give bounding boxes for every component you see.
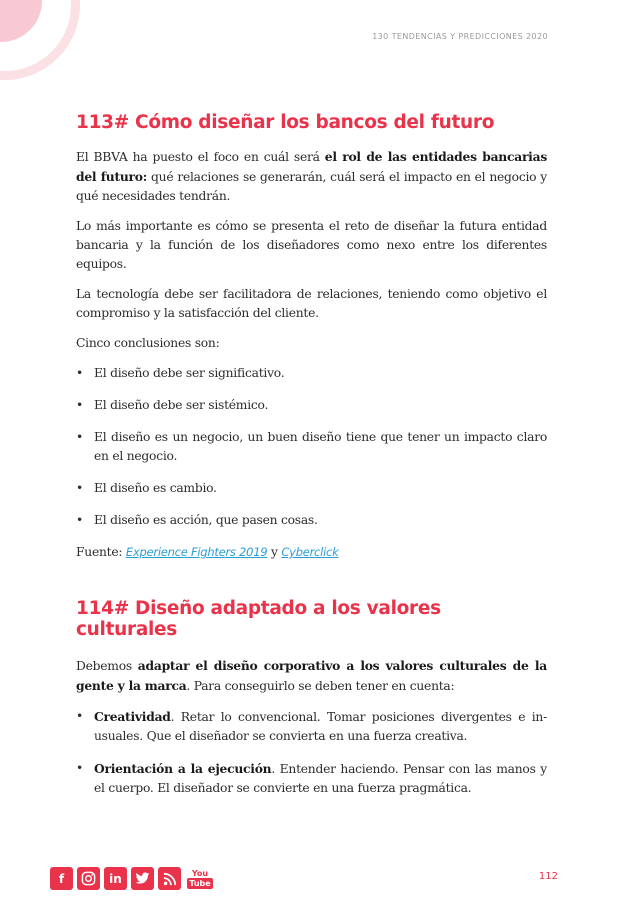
conclusions-list xyxy=(76,364,547,530)
bullet-icon: • xyxy=(76,709,84,723)
list-item: • Creatividad. Retar lo convencional. Tomar posiciones divergentes e in-usuales. Que el diseñador se convierta en una fuerza creativa. xyxy=(76,709,547,743)
section-113-paragraph-1: El BBVA ha puesto el foco en cuál será el rol de las entidades bancarias del futuro: qué relaciones se generarán, cuál será el impacto en el negocio y qué necesidades tendrán. xyxy=(76,149,547,203)
bullet-icon: • xyxy=(76,430,84,444)
list-item: • El diseño debe ser significativo. xyxy=(76,364,547,383)
page-number: 112 xyxy=(538,871,558,882)
instagram-icon[interactable] xyxy=(77,867,100,890)
list-item: • Orientación a la ejecución. Entender haciendo. Pensar con las manos y el cuerpo. El diseñador se convierte en una fuerza pragmática. xyxy=(76,761,547,795)
values-list xyxy=(76,707,547,798)
youtube-icon[interactable]: You Tube xyxy=(189,869,211,888)
section-114-paragraph-1: Debemos adaptar el diseño corporativo a los valores culturales de la gente y la marca. Para conseguirlo se deben tener en cuenta: xyxy=(76,658,547,693)
bold-phrase: adaptar el diseño corporativo a los valores culturales de la gente y la marca xyxy=(76,658,547,693)
twitter-icon[interactable] xyxy=(131,867,154,890)
social-icons xyxy=(50,867,212,891)
list-item: • El diseño es cambio. xyxy=(76,479,547,498)
running-header: 130 TENDENCIAS Y PREDICCIONES 2020 xyxy=(372,32,548,41)
facebook-icon[interactable]: f xyxy=(50,867,73,890)
section-113-paragraph-4: Cinco conclusiones son: xyxy=(76,336,220,350)
section-114-title: 114# Diseño adaptado a los valores culturales xyxy=(76,598,441,640)
list-item: • El diseño es acción, que pasen cosas. xyxy=(76,511,547,530)
bullet-icon: • xyxy=(76,761,84,775)
bullet-icon: • xyxy=(76,481,84,495)
bullet-icon: • xyxy=(76,366,84,380)
bold-phrase: el rol de las entidades bancarias del futuro: xyxy=(76,149,547,184)
list-item: • El diseño es un negocio, un buen diseño tiene que tener un impacto claro en el negocio. xyxy=(76,430,547,463)
section-113-paragraph-2: Lo más importante es cómo se presenta el reto de diseñar la futura entidad bancaria y la función de los diseñadores como nexo entre los diferentes equipos. xyxy=(76,219,547,271)
source-link-cyberclick[interactable]: Cyberclick xyxy=(281,545,339,559)
bullet-icon: • xyxy=(76,513,84,527)
source-line: Fuente: Experience Fighters 2019 y Cyberclick xyxy=(76,545,339,559)
source-link-experience-fighters[interactable]: Experience Fighters 2019 xyxy=(125,545,268,559)
bullet-icon: • xyxy=(76,398,84,412)
list-item: • El diseño debe ser sistémico. xyxy=(76,396,547,415)
page-content xyxy=(76,112,547,811)
section-113-paragraph-3: La tecnología debe ser facilitadora de relaciones, teniendo como objetivo el compromiso y la satisfacción del cliente. xyxy=(76,287,547,320)
linkedin-icon[interactable]: in xyxy=(104,867,127,890)
rss-icon[interactable] xyxy=(158,867,181,890)
section-113-title: 113# Cómo diseñar los bancos del futuro xyxy=(76,112,495,133)
